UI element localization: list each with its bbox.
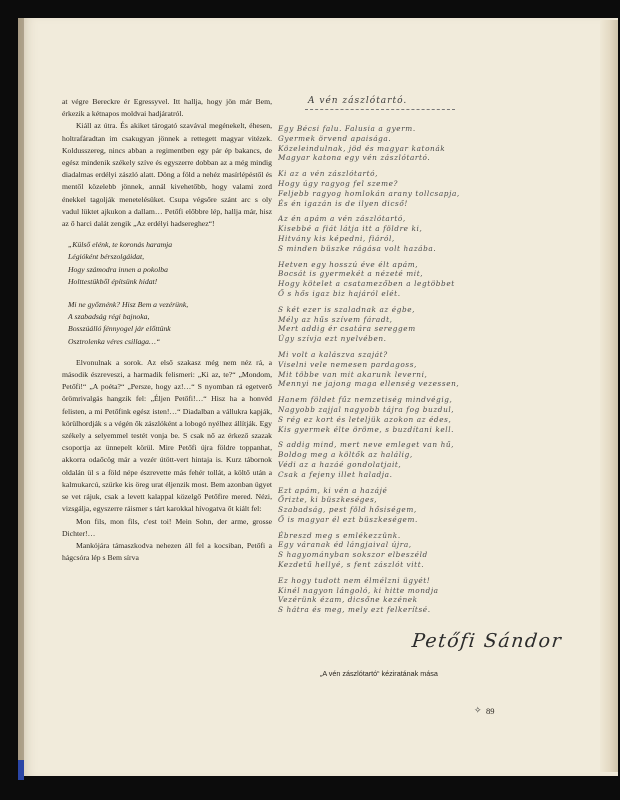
manuscript-line: S minden büszke rágása volt hazába. (278, 243, 437, 253)
manuscript-line: Szabadság, pest föld hősiségem, (278, 505, 417, 515)
manuscript-line: Magyar katona egy vén zászlótartó. (278, 153, 431, 163)
poem-quote (62, 239, 272, 348)
manuscript-title: A vén zászlótartó. (308, 96, 408, 106)
manuscript-line: Bocsát is gyermekét a nézeté mit, (278, 269, 424, 279)
manuscript-line: Viselni vele nemesen pardagoss, (278, 359, 417, 369)
left-text-column (62, 96, 272, 564)
manuscript-line: Vezérünk ézam, dicsőne kezének (278, 595, 418, 605)
manuscript-line: Kezdetű hellyé, s fent zászlót vitt. (278, 560, 425, 570)
page-gutter-shadow (18, 18, 24, 776)
title-underline (305, 109, 455, 110)
manuscript-line: Hogy úgy ragyog fel szeme? (278, 178, 399, 188)
manuscript-line: Mi volt a kalászva szaját? (278, 349, 388, 359)
manuscript-line: Ki az a vén zászlótartó, (278, 169, 379, 179)
manuscript-line: S hagyományban sokszor elbeszéld (278, 550, 428, 560)
manuscript-line: S addig mind, mert neve emleget van hű, (278, 440, 455, 450)
manuscript-line: Egy váranak éd lángjaival újra, (278, 540, 412, 550)
poem-line: Légióként bérszolgáidat, (68, 252, 145, 262)
manuscript-line: Csak a fejeny illet haladja. (278, 469, 393, 479)
page-edges (600, 20, 618, 772)
page-ornament: ✧ (474, 705, 482, 715)
manuscript-line: Egy Bécsi falu. Falusia a gyerm. (278, 124, 416, 133)
manuscript-line: S rég ez kort és leteljük azokon az édes, (278, 414, 452, 424)
paragraph: Elvonulnak a sorok. Az első szakasz még nem néz rá, a második észreveszi, a harmadik felismeri: „Ki az, te?“ „Mondom, Petőfi!“ „A poéta?“ „Persze, hogy az!…“ S nyomban rá egetverő örömrivalgás hangzik fel: „Éljen Petőfi!…“ Hisz ha a honvéd felisten, a mi Petőfink egész isten!…“ Diadalban a vállukra kapják, körülhordják s a végén ők zászlóként a lobogó nyélhez állítják. Egy székely a selyemmel testét vonja be. S csak nő az érkező szazak csoportja az ünnepelt körül. Mire Petőfi újra földre toppanhat, akkorra odaőcög már a vezér útött-vert hintaja is. Kurz tábornok oldalán ül s a föld népe észrevette más fehér tollát, a költő után a kalmukarcú, szürke kis öreg urat éljenzik most. Bem azonban ügyet se vet rájuk, csak a levett kalappal közelgő Petőfire mered. Nézi, vizsgálja, egyszerre ráismer s tárt karokkal hívogatva őt kiált fel: (62, 357, 272, 514)
manuscript-line: Hitvány kis képedni, fiáról, (278, 233, 395, 243)
manuscript-line: Ő s hős igaz biz hajáról elét. (278, 288, 401, 298)
figure-caption: „A vén zászlótartó“ kéziratának mása (320, 669, 438, 678)
manuscript-line: S két ezer is szaladnak az égbe, (278, 304, 416, 314)
paragraph: Kiáll az útra. És akiket tárogató szavával megénekelt, éhesen, holtrafáradtan im csakugyan jönnek a rettegett magyar vitézek. Koldusszereg, nincs abban a regimentben egy pár ép bakancs, de egész mindenik székely szíve és egyszerre dobban az a még mindig diadalmas erdélyi zászló alatt. Döng a föld a nehéz masírlépéstől és mentől közelebb jönnek, annál kivehetőbb, hogy valami zord énekkel tagolják menetelésüket. Csupa végsőre szánt arc s oly vadul lüktet ajkukon a dallam… Petőfi előbbre lép, hallja már, hisz az ő harci dalát zengik „Az erdélyi hadsereghez“! (62, 121, 272, 229)
poem-line: „Külső elénk, te koronás haramja (68, 240, 173, 250)
page-number: 89 (486, 706, 495, 716)
manuscript-line: Az én apám a vén zászlótartó, (278, 214, 406, 224)
manuscript-line: Kisebbé a fiát látja itt a földre ki, (278, 224, 423, 234)
manuscript-line: Őrizte, ki büszkeséges, (278, 495, 378, 505)
poem-line: A szabadság régi bajnoka, (68, 312, 150, 322)
manuscript-line: Hetven egy hosszú éve élt apám, (278, 259, 419, 269)
poem-line: Bosszúálló fénnyogel jár előttünk (68, 324, 171, 334)
manuscript-line: Ezt apám, ki vén a hazájé (278, 485, 388, 495)
poem-line: Holttestükből építsünk hidat! (68, 276, 158, 286)
manuscript-line: Védi az a hazáé gondolatjait, (278, 459, 402, 469)
poem-line: Hogy számodra innen a pokolba (68, 264, 168, 274)
manuscript-line: Nagyobb zajjal nagyobb tájra fog buzdul, (278, 404, 455, 414)
manuscript-text (278, 124, 596, 615)
signature: Petőfi Sándor (410, 630, 564, 652)
manuscript-line: Ez hogy tudott nem élmélzni ügyét! (278, 575, 431, 585)
manuscript-line: Mennyi ne jajong maga ellenség vezessen, (278, 379, 460, 389)
bookmark-tab (18, 760, 24, 780)
manuscript-line: Úgy szívja ezt nyelvében. (278, 334, 387, 344)
manuscript-line: Gyermek örvend apaisága. (278, 133, 392, 143)
manuscript-line: Boldog meg a költők az halálig, (278, 450, 413, 460)
poem-line: Mi ne győznénk? Hisz Bem a vezérünk, (68, 300, 189, 310)
manuscript-line: Hogy kötelet a csatamezőben a legtöbbet (278, 279, 455, 289)
manuscript-line: Mit többe van mit akarunk leverni, (278, 369, 428, 379)
manuscript-line: S hátra és meg, mely ezt felkerítsé. (278, 605, 431, 615)
manuscript-line: És én igazán is de ilyen dicső! (278, 198, 408, 208)
poem-line: Osztrolenka véres csillaga…“ (68, 336, 161, 346)
manuscript-line: Közeleindulnak, jöd és magyar katonák (278, 143, 446, 153)
manuscript-line: Mert addig ér csatára sereggem (278, 324, 416, 334)
manuscript-line: Kis gyermek élte öröme, s buzdítani kell. (278, 424, 455, 434)
paragraph: Mon fils, mon fils, c'est toi! Mein Sohn, der arme, grosse Dichter!… (62, 516, 272, 538)
paragraph: at végre Bereckre ér Egressyvel. Itt hallja, hogy jön már Bem, érkezik a kétnapos moldvai hadjáratról. (62, 97, 272, 119)
manuscript-line: Mély az hűs szívem fáradt, (278, 314, 393, 324)
manuscript-line: Ébreszd meg s emlékezzünk. (278, 530, 401, 540)
paragraph: Mankójára támaszkodva nehezen áll fel a kocsiban, Petőfi a hágcsóra lép s Bem sírva (62, 540, 272, 563)
manuscript-line: Feljebb ragyog homlokán arany tollcsapja, (278, 188, 460, 198)
manuscript-line: Ő is magyar él ezt büszkeségem. (278, 514, 418, 524)
manuscript-line: Kinél nagyon lángoló, ki hitte mondja (278, 585, 439, 595)
manuscript-line: Hanem földet fűz nemzetiség mindvégig, (278, 395, 453, 405)
